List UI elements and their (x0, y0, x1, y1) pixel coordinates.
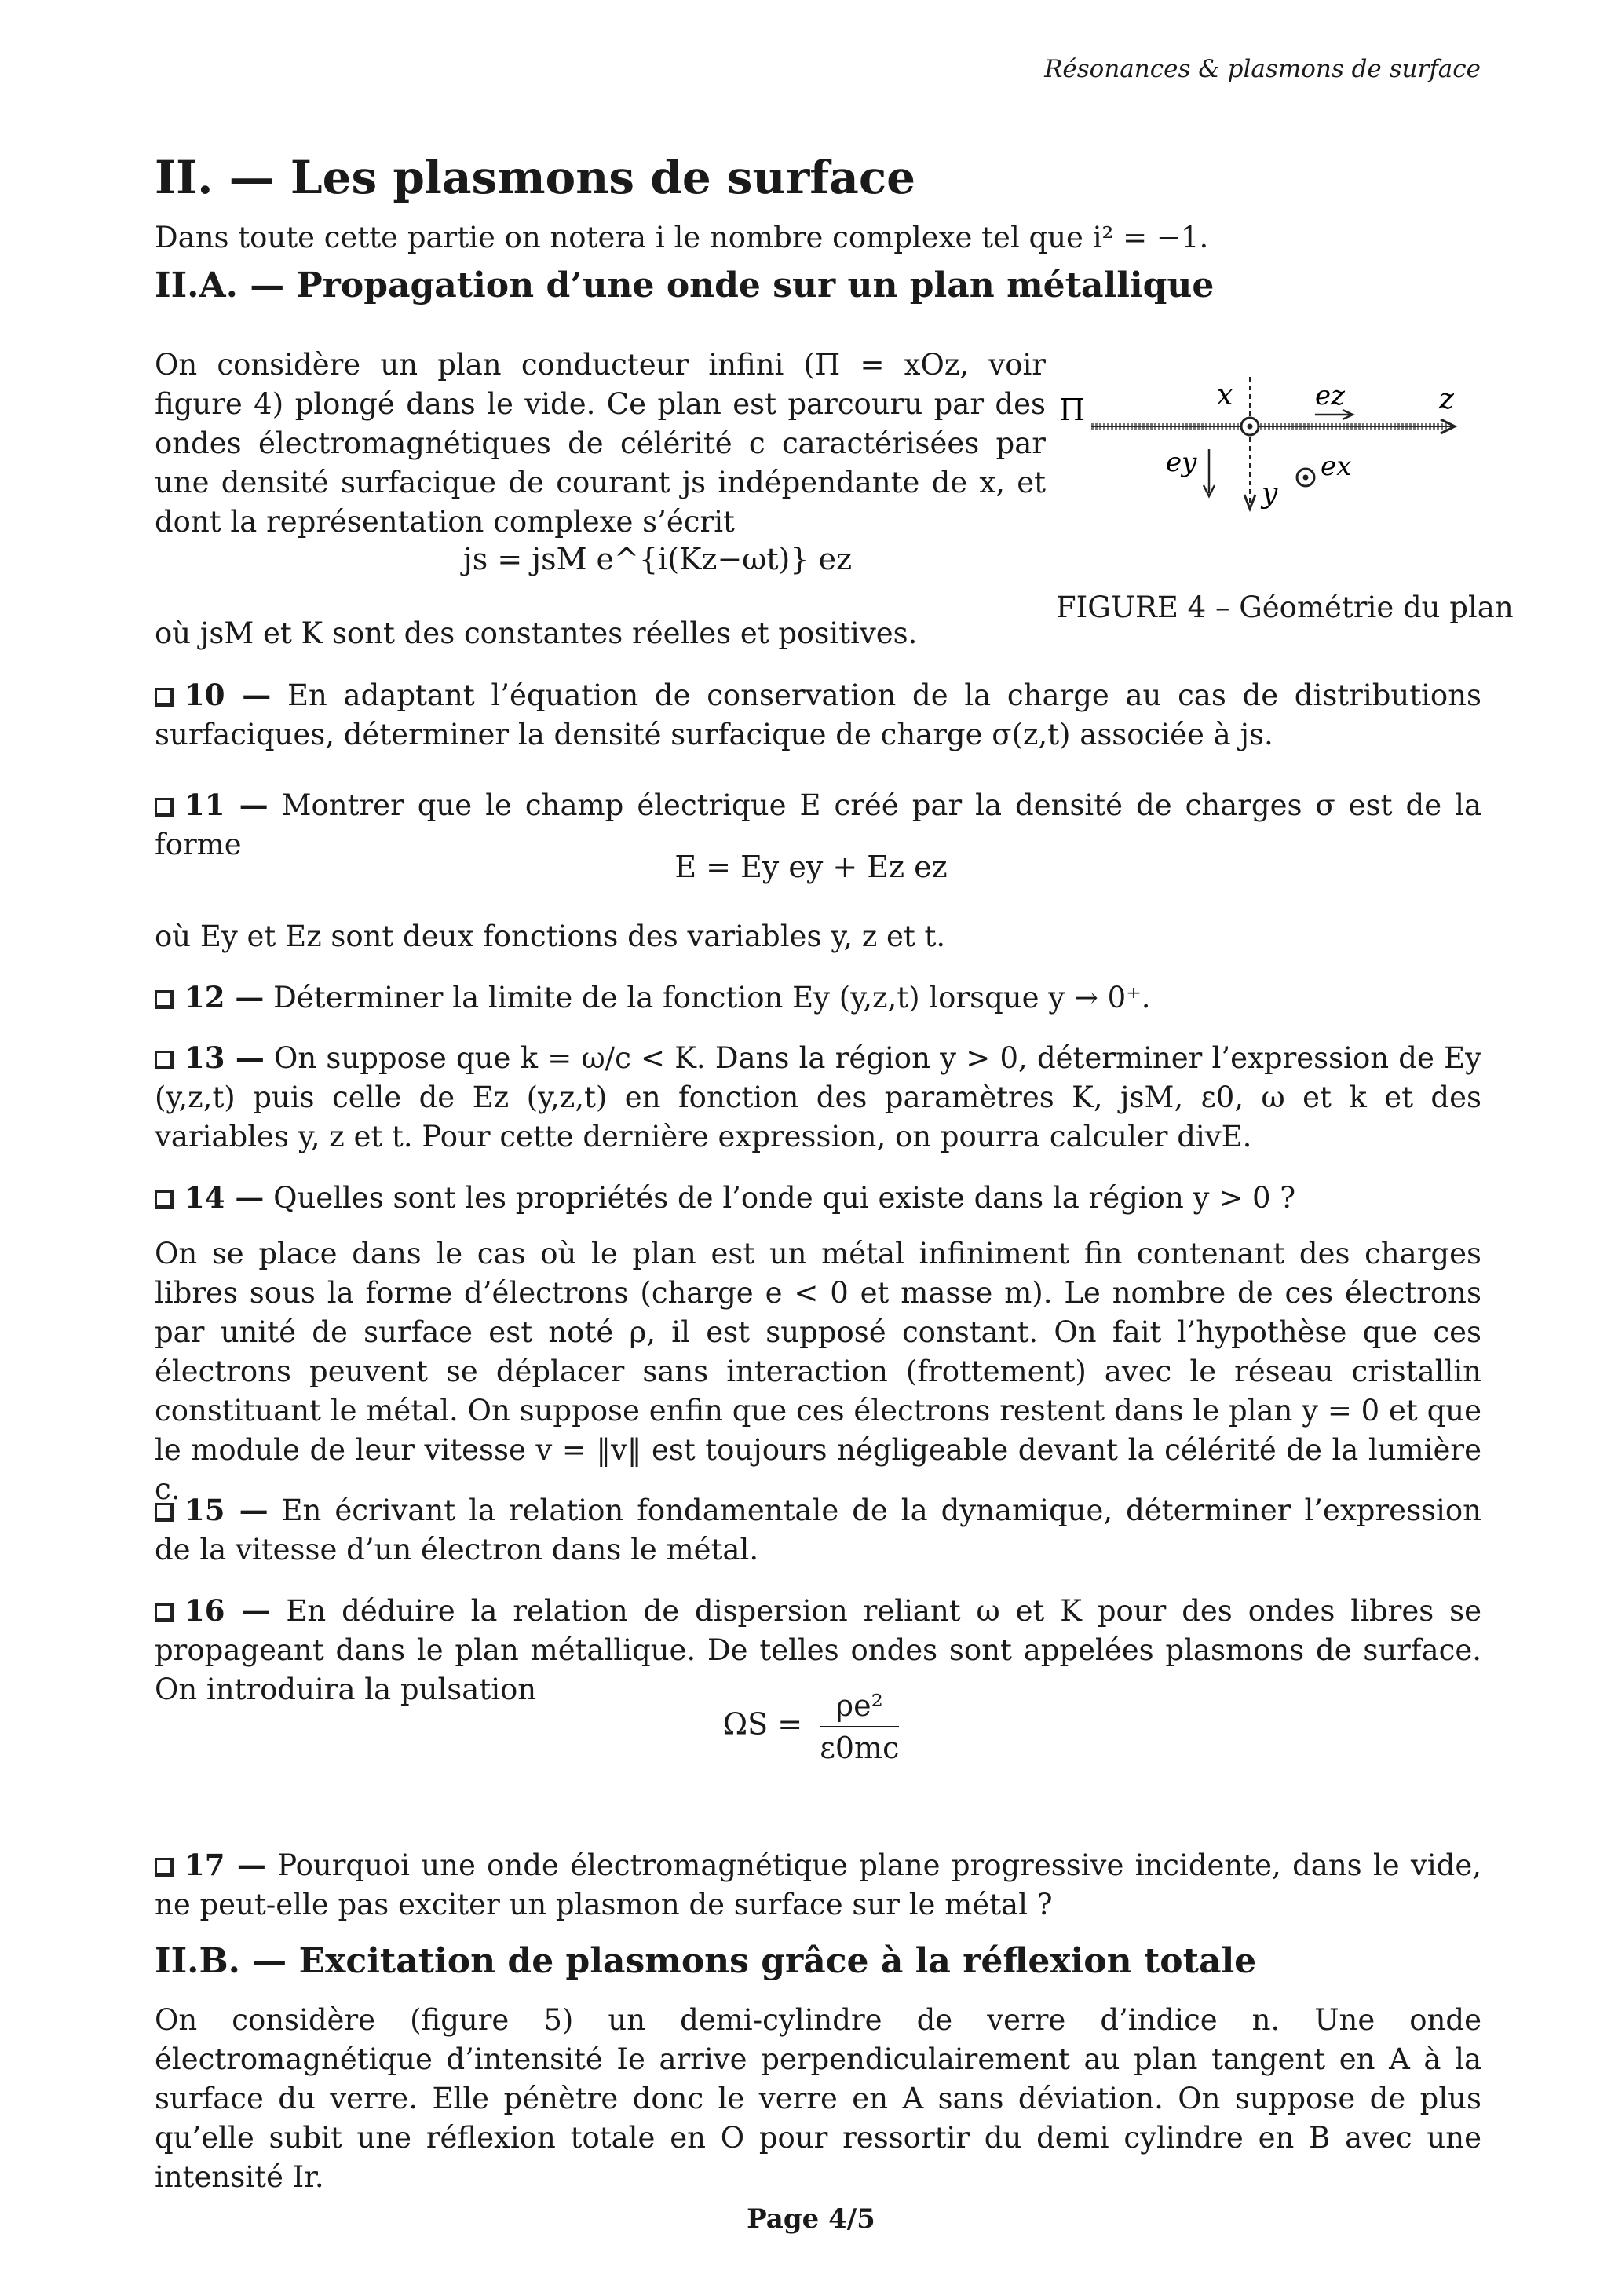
question-text: Déterminer la limite de la fonction Ey (y,z,t) lorsque y → 0⁺. (273, 981, 1151, 1015)
equation-js: js = jsM e^{i(Kz−ωt)} ez (463, 542, 853, 576)
figure-label-y: y (1262, 477, 1278, 510)
question-number: 11 — (184, 788, 269, 822)
question-13 (155, 1038, 1481, 1157)
figure-label-z: z (1439, 383, 1454, 415)
checkbox-icon (155, 798, 174, 817)
question-text: Quelles sont les propriétés de l’onde qui existe dans la région y > 0 ? (273, 1181, 1296, 1215)
question-number: 16 — (184, 1593, 271, 1628)
figure-label-pi: Π (1059, 393, 1086, 427)
section-intro: Dans toute cette partie on notera i le nombre complexe tel que i² = −1. (155, 221, 1209, 254)
fraction-denominator: ε0mc (820, 1731, 900, 1765)
question-17 (155, 1845, 1481, 1925)
figure-label-ez: ez (1315, 380, 1346, 411)
question-12 (155, 978, 1481, 1018)
equation-fraction (820, 1688, 899, 1765)
question-text: En adaptant l’équation de conservation de la charge au cas de distributions surfaciques, déterminer la densité surfacique de charge σ(z,t) associée à js. (155, 678, 1482, 751)
figure-label-ey: ey (1166, 447, 1197, 478)
question-11-after: où Ey et Ez sont deux fonctions des variables y, z et t. (155, 919, 946, 953)
question-14 (155, 1178, 1481, 1218)
equation-lhs: ΩS = (722, 1706, 803, 1742)
figure-label-ex: ex (1321, 451, 1352, 482)
question-text: Pourquoi une onde électromagnétique plane progressive incidente, dans le vide, ne peut-elle pas exciter un plasmon de surface sur le métal ? (155, 1848, 1482, 1921)
ex-dot (1303, 475, 1309, 481)
checkbox-icon (155, 1858, 174, 1877)
origin-dot (1248, 424, 1253, 430)
question-text: En écrivant la relation fondamentale de la dynamique, déterminer l’expression de la vitesse d’un électron dans le métal. (155, 1493, 1481, 1567)
equation-omega-s (0, 1688, 1622, 1765)
figure-4-caption: FIGURE 4 – Géométrie du plan (1056, 590, 1514, 624)
subsection-b-para: On considère (figure 5) un demi-cylindre de verre d’indice n. Une onde électromagnétique d’intensité Ie arrive perpendiculairement au plan tangent en A à la surface du verre. Elle pénètre donc le verre en A sans déviation. On suppose de plus qu’elle subit une réflexion totale en O pour ressortir du demi cylindre en B avec une intensité Ir. (155, 2003, 1481, 2194)
figure-4-diagram (1056, 369, 1480, 534)
page-number: Page 4/5 (747, 2203, 875, 2235)
question-number: 10 — (184, 678, 272, 712)
checkbox-icon (155, 1603, 174, 1622)
question-number: 15 — (184, 1493, 269, 1527)
fraction-numerator: ρe² (820, 1688, 899, 1727)
question-text: En déduire la relation de dispersion reliant ω et K pour des ondes libres se propageant dans le plan métallique. De telles ondes sont appelées plasmons de surface. On introduira la pulsation (155, 1594, 1481, 1706)
subsection-a-para2: où jsM et K sont des constantes réelles et positives. (155, 616, 918, 650)
checkbox-icon (155, 1190, 174, 1209)
question-number: 17 — (184, 1848, 266, 1882)
section-title: II. — Les plasmons de surface (155, 151, 916, 204)
question-number: 14 — (184, 1180, 265, 1215)
subsection-a-para1: On considère un plan conducteur infini (Π = xOz, voir figure 4) plongé dans le vide. Ce plan est parcouru par des ondes électromagnétiques de célérité c caractérisées par une densité surfacique de courant js indépendante de x, et dont la représentation complexe s’écrit (155, 348, 1046, 539)
question-number: 12 — (184, 980, 265, 1015)
subsection-a-title: II.A. — Propagation d’une onde sur un plan métallique (155, 265, 1215, 305)
checkbox-icon (155, 990, 174, 1009)
question-10 (155, 675, 1481, 755)
question-number: 13 — (184, 1040, 265, 1075)
subsection-b-title: II.B. — Excitation de plasmons grâce à la réflexion totale (155, 1941, 1257, 1981)
figure-label-x: x (1217, 379, 1233, 411)
checkbox-icon (155, 1051, 174, 1069)
running-header: Résonances & plasmons de surface (1044, 55, 1481, 83)
equation-E: E = Ey ey + Ez ez (674, 850, 948, 884)
checkbox-icon (155, 1503, 174, 1522)
question-text: On suppose que k = ω/c < K. Dans la région y > 0, déterminer l’expression de Ey (y,z,t) puis celle de Ez (y,z,t) en fonction des paramètres K, jsM, ε0, ω et k et des variables y, z et t. Pour cette dernière expression, on pourra calculer divE. (155, 1041, 1482, 1153)
question-15 (155, 1490, 1481, 1570)
checkbox-icon (155, 688, 174, 707)
paragraph-metal: On se place dans le cas où le plan est un métal infiniment fin contenant des charges libres sous la forme d’électrons (charge e < 0 et masse m). Le nombre de ces électrons par unité de surface est noté ρ, il est supposé constant. On fait l’hypothèse que ces électrons peuvent se déplacer sans interaction (frottement) avec le réseau cristallin constituant le métal. On suppose enfin que ces électrons restent dans le plan y = 0 et que le module de leur vitesse v = ‖v‖ est toujours négligeable devant la célérité de la lumière c. (155, 1237, 1481, 1506)
question-text: Montrer que le champ électrique E créé par la densité de charges σ est de la forme (155, 788, 1482, 861)
